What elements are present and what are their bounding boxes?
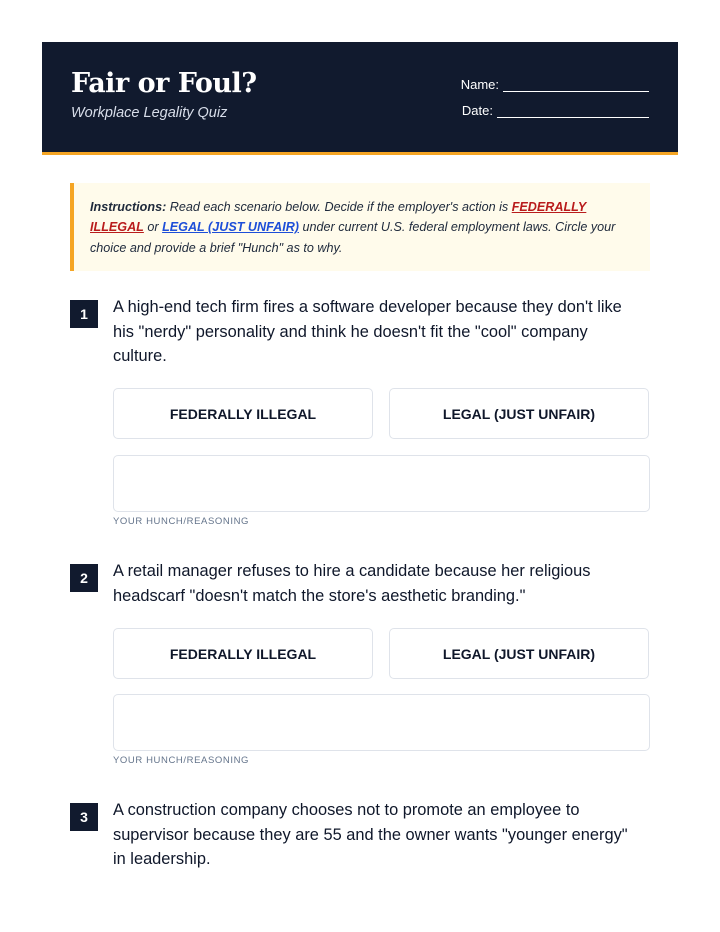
legal-choice-button[interactable]: LEGAL (JUST UNFAIR) — [389, 388, 649, 439]
header-banner — [42, 42, 678, 155]
date-field[interactable] — [462, 103, 649, 118]
instructions-text-3: under current U.S. federal employment laws. Circle your choice and provide a brief "Hunch" as to why. — [90, 220, 616, 255]
hunch-input[interactable] — [113, 455, 650, 512]
name-line[interactable] — [503, 79, 649, 92]
instructions-lead: Instructions: — [90, 200, 167, 214]
question-text: A retail manager refuses to hire a candidate because her religious headscarf "doesn't match the store's aesthetic branding." — [113, 562, 591, 605]
hunch-label: YOUR HUNCH/REASONING — [113, 755, 250, 766]
hunch-input[interactable] — [113, 694, 650, 751]
legal-choice-button[interactable]: LEGAL (JUST UNFAIR) — [389, 628, 649, 679]
illegal-keyword: FEDERALLY ILLEGAL — [90, 200, 587, 235]
instructions-text-1: Read each scenario below. Decide if the employer's action is — [166, 200, 512, 214]
page-subtitle: Workplace Legality Quiz — [71, 105, 228, 121]
name-field[interactable] — [461, 77, 649, 92]
question-number: 2 — [70, 564, 98, 592]
hunch-label: YOUR HUNCH/REASONING — [113, 516, 250, 527]
question-number: 1 — [70, 300, 98, 328]
question-text: A construction company chooses not to promote an employee to supervisor because they are 55 and the owner wants "younger energy" in leadership. — [113, 801, 628, 869]
name-label: Name: — [460, 77, 499, 92]
date-label: Date: — [461, 103, 493, 118]
question-number: 3 — [70, 803, 98, 831]
instructions-box — [70, 183, 650, 271]
page-title: Fair or Foul? — [71, 68, 257, 99]
instructions-text-2: or — [143, 220, 163, 235]
legal-keyword: LEGAL (JUST UNFAIR) — [162, 220, 299, 235]
date-line[interactable] — [497, 105, 649, 118]
question-text: A high-end tech firm fires a software developer because they don't like his "nerdy" personality and think he doesn't fit the "cool" company culture. — [113, 298, 622, 366]
illegal-choice-button[interactable]: FEDERALLY ILLEGAL — [113, 628, 373, 679]
illegal-choice-button[interactable]: FEDERALLY ILLEGAL — [113, 388, 373, 439]
